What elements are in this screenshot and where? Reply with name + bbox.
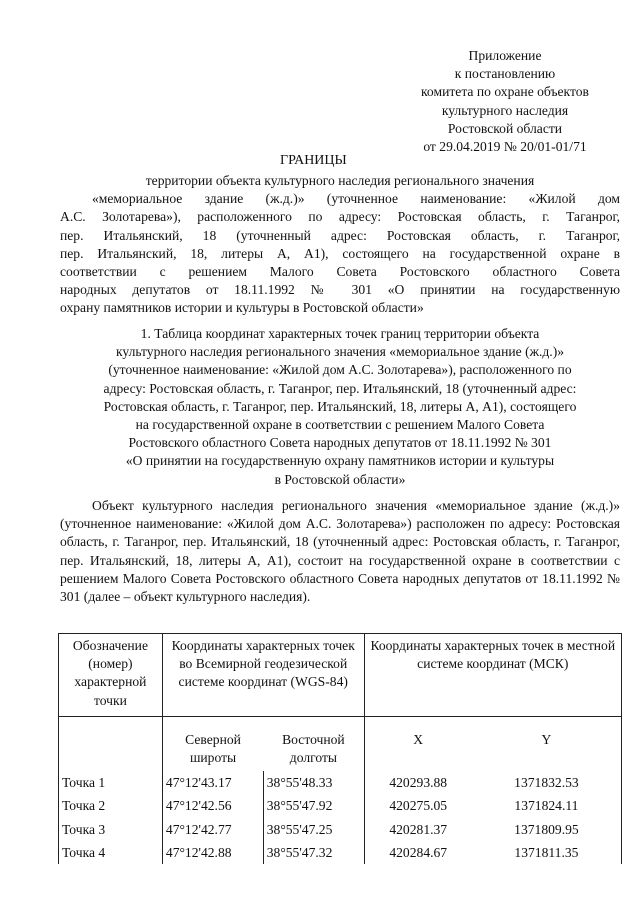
cell-y: 1371824.11 bbox=[472, 794, 622, 817]
table-row bbox=[59, 818, 622, 841]
text-line: территории объекта культурного наследия регионального значения bbox=[145, 173, 535, 188]
annex-line: комитета по охране объектов bbox=[421, 84, 589, 100]
table-subheader-row bbox=[59, 716, 622, 771]
text-line: «О принятии на государственную охрану памятников истории и культуры bbox=[125, 453, 555, 469]
cell-x: 420284.67 bbox=[389, 844, 448, 860]
table-row bbox=[59, 794, 622, 817]
cell-point: Точка 3 bbox=[59, 818, 163, 841]
annex-line: Приложение bbox=[468, 48, 542, 63]
text-line: Ростовского областного Совета народных депутатов от 18.11.1992 № 301 bbox=[128, 435, 552, 451]
subheader-x: X bbox=[413, 731, 424, 747]
text-line: культурного наследия регионального значения «мемориальное здание (ж.д.)» bbox=[115, 344, 565, 360]
text-line: народных депутатов от 18.11.1992 № 301 «О принятии на государственную bbox=[60, 282, 620, 298]
cell-lat: 47°12'42.56 bbox=[162, 794, 263, 817]
annex-line: культурного наследия bbox=[441, 102, 569, 118]
text-line: «мемориальное здание (ж.д.)» (уточненное наименование: «Жилой дом bbox=[92, 191, 620, 207]
text-line: адресу: Ростовская область, г. Таганрог, пер. Итальянский, 18 (уточненный адрес: bbox=[103, 380, 577, 396]
subheader-lon: Восточной долготы bbox=[263, 716, 364, 771]
text-line: соответствии с решением Малого Совета Ростовского областного Совета bbox=[60, 264, 620, 280]
cell-y: 1371809.95 bbox=[472, 818, 622, 841]
header-msk: Координаты характерных точек в местной системе координат (МСК) bbox=[364, 634, 621, 717]
text-line: А.С. Золотарева»), расположенного по адресу: Ростовская область, г. Таганрог, bbox=[60, 209, 620, 225]
cell-lon: 38°55'47.32 bbox=[263, 841, 364, 864]
cell-lon: 38°55'48.33 bbox=[263, 771, 364, 794]
boundaries-description bbox=[60, 172, 620, 318]
coordinates-table bbox=[58, 633, 622, 864]
cell-x: 420281.37 bbox=[389, 821, 448, 837]
table-caption bbox=[60, 325, 620, 489]
header-point: Обозначение (номер) характерной точки bbox=[59, 634, 163, 717]
cell-lat: 47°12'43.17 bbox=[162, 771, 263, 794]
subheader-lat: Северной широты bbox=[185, 731, 241, 766]
header-wgs: Координаты характерных точек во Всемирной геодезической системе координат (WGS-84) bbox=[162, 634, 364, 717]
cell-point: Точка 1 bbox=[59, 771, 163, 794]
annex-line: от 29.04.2019 № 20/01-01/71 bbox=[423, 139, 587, 155]
table-header-row bbox=[59, 634, 622, 717]
text-line: пер. Итальянский, 18, литеры А, А1), состоящего на государственной охране в bbox=[60, 245, 620, 261]
cell-x: 420293.88 bbox=[389, 775, 448, 791]
annex-block bbox=[395, 47, 615, 156]
text-line: Ростовская область, г. Таганрог, пер. Итальянский, 18, литеры А, А1), состоящего bbox=[103, 398, 577, 414]
text-line: пер. Итальянский, 18 (уточненный адрес: Ростовская область, г. Таганрог, bbox=[60, 227, 620, 243]
cell-point: Точка 4 bbox=[59, 841, 163, 864]
annex-line: Ростовской области bbox=[447, 120, 563, 136]
cell-y: 1371832.53 bbox=[472, 771, 622, 794]
cell-lat: 47°12'42.88 bbox=[162, 841, 263, 864]
cell-x: 420275.05 bbox=[389, 798, 448, 814]
document-title: ГРАНИЦЫ bbox=[280, 153, 347, 168]
table-row bbox=[59, 771, 622, 794]
object-description: Объект культурного наследия регионального значения «мемориальное здание (ж.д.)» (уточненное наименование: «Жилой дом А.С. Золотарева») расположен по адресу: Ростовская область, г. Таганрог, пер. Итальянский, 18 (уточненный адрес: Ростовская область, г. Таганрог, пер. Итальянский, 18, литеры А, А1), состоит на государственной охране в соответствии с решением Малого Совета Ростовского областного Совета народных депутатов от 18.11.1992 № 301 (далее – объект культурного наследия). bbox=[60, 498, 620, 605]
text-line: охрану памятников истории и культуры в Ростовской области» bbox=[60, 300, 424, 316]
cell-point: Точка 2 bbox=[59, 794, 163, 817]
table-row bbox=[59, 841, 622, 864]
annex-line: к постановлению bbox=[454, 66, 556, 82]
cell-y: 1371811.35 bbox=[472, 841, 622, 864]
cell-lon: 38°55'47.92 bbox=[263, 794, 364, 817]
text-line: (уточненное наименование: «Жилой дом А.С. Золотарева»), расположенного по bbox=[108, 362, 572, 378]
subheader-y: Y bbox=[472, 716, 622, 771]
cell-lat: 47°12'42.77 bbox=[162, 818, 263, 841]
cell-lon: 38°55'47.25 bbox=[263, 818, 364, 841]
text-line: 1. Таблица координат характерных точек границ территории объекта bbox=[140, 326, 540, 341]
text-line: в Ростовской области» bbox=[274, 471, 406, 487]
text-line: на государственной охране в соответствии с решением Малого Совета bbox=[135, 417, 545, 433]
